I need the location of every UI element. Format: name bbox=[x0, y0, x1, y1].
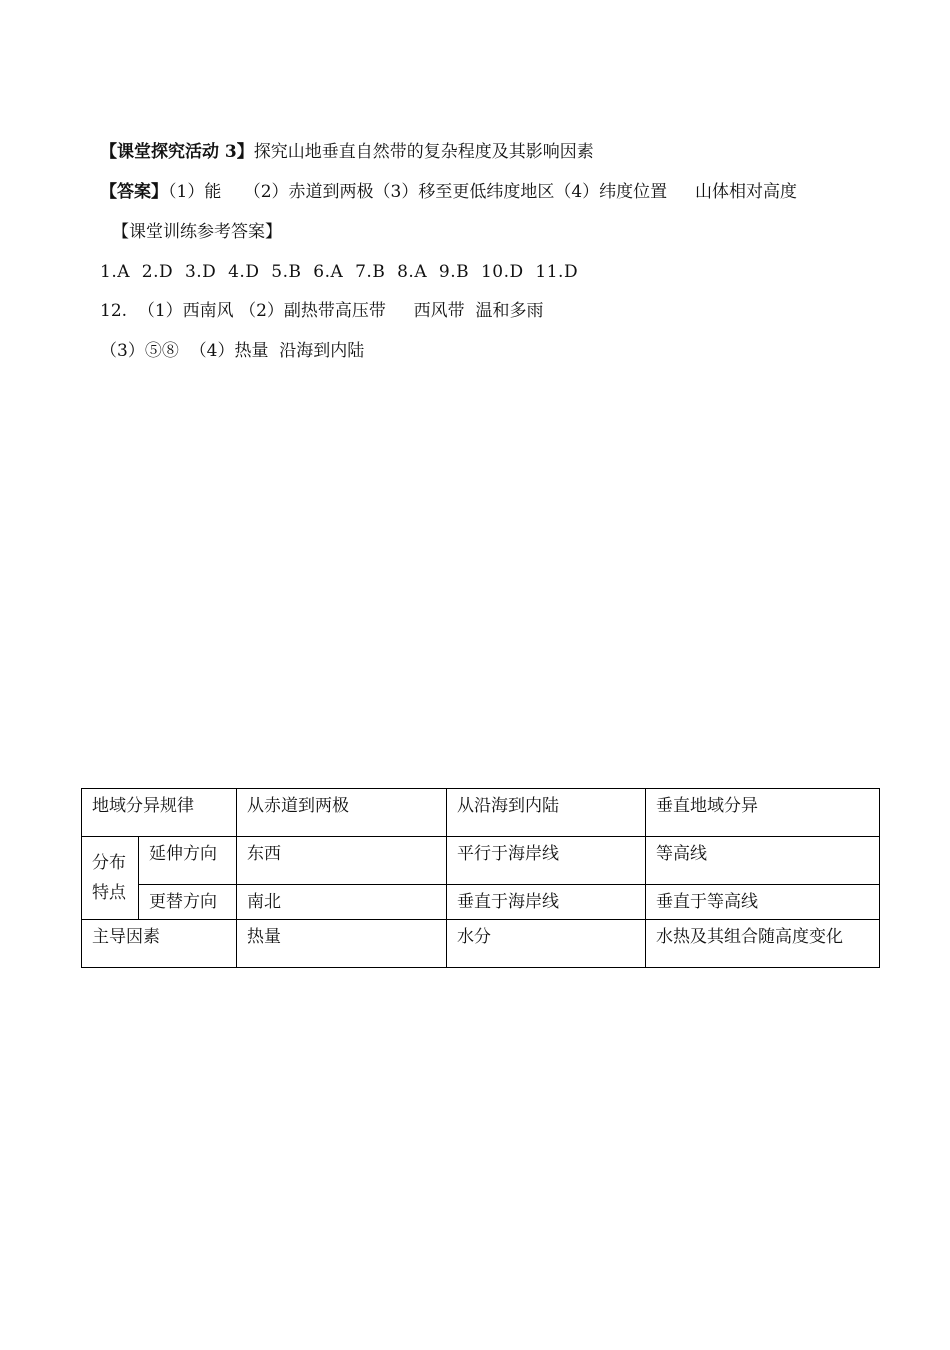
table-row bbox=[82, 920, 880, 968]
table-cell: 主导因素 bbox=[82, 920, 237, 968]
table-cell: 热量 bbox=[237, 920, 447, 968]
table-header-cell: 地域分异规律 bbox=[82, 789, 237, 837]
practice-heading: 【课堂训练参考答案】 bbox=[112, 222, 282, 242]
table-cell: 等高线 bbox=[646, 837, 880, 885]
table-header-cell: 从赤道到两极 bbox=[237, 789, 447, 837]
table-cell: 东西 bbox=[237, 837, 447, 885]
table-row bbox=[82, 789, 880, 837]
table-row bbox=[82, 885, 880, 920]
table-cell: 更替方向 bbox=[139, 885, 237, 920]
question-12-line-2: （3）⑤⑧ （4）热量 沿海到内陆 bbox=[100, 341, 365, 361]
table-cell: 延伸方向 bbox=[139, 837, 237, 885]
table-header-cell: 从沿海到内陆 bbox=[447, 789, 646, 837]
activity-line bbox=[100, 141, 594, 163]
answer-text: （1）能 （2）赤道到两极（3）移至更低纬度地区（4）纬度位置 山体相对高度 bbox=[168, 182, 797, 202]
choice-answers: 1.A 2.D 3.D 4.D 5.B 6.A 7.B 8.A 9.B 10.D 11.D bbox=[100, 262, 579, 282]
activity-topic: 探究山地垂直自然带的复杂程度及其影响因素 bbox=[253, 142, 594, 162]
table-cell: 垂直于海岸线 bbox=[447, 885, 646, 920]
table-cell: 水热及其组合随高度变化 bbox=[646, 920, 880, 968]
table-cell: 平行于海岸线 bbox=[447, 837, 646, 885]
table-cell: 南北 bbox=[237, 885, 447, 920]
answer-label: 【答案】 bbox=[100, 182, 168, 202]
question-12-line-1: 12. （1）西南风 （2）副热带高压带 西风带 温和多雨 bbox=[100, 301, 544, 321]
zonal-differentiation-table bbox=[81, 788, 880, 968]
activity-title: 【课堂探究活动 3】 bbox=[100, 142, 254, 162]
table-row bbox=[82, 837, 880, 885]
table-cell: 垂直于等高线 bbox=[646, 885, 880, 920]
table-header-cell: 垂直地域分异 bbox=[646, 789, 880, 837]
table-cell: 水分 bbox=[447, 920, 646, 968]
distribution-features-label: 分布特点 bbox=[82, 837, 139, 920]
answer-line bbox=[100, 181, 797, 203]
